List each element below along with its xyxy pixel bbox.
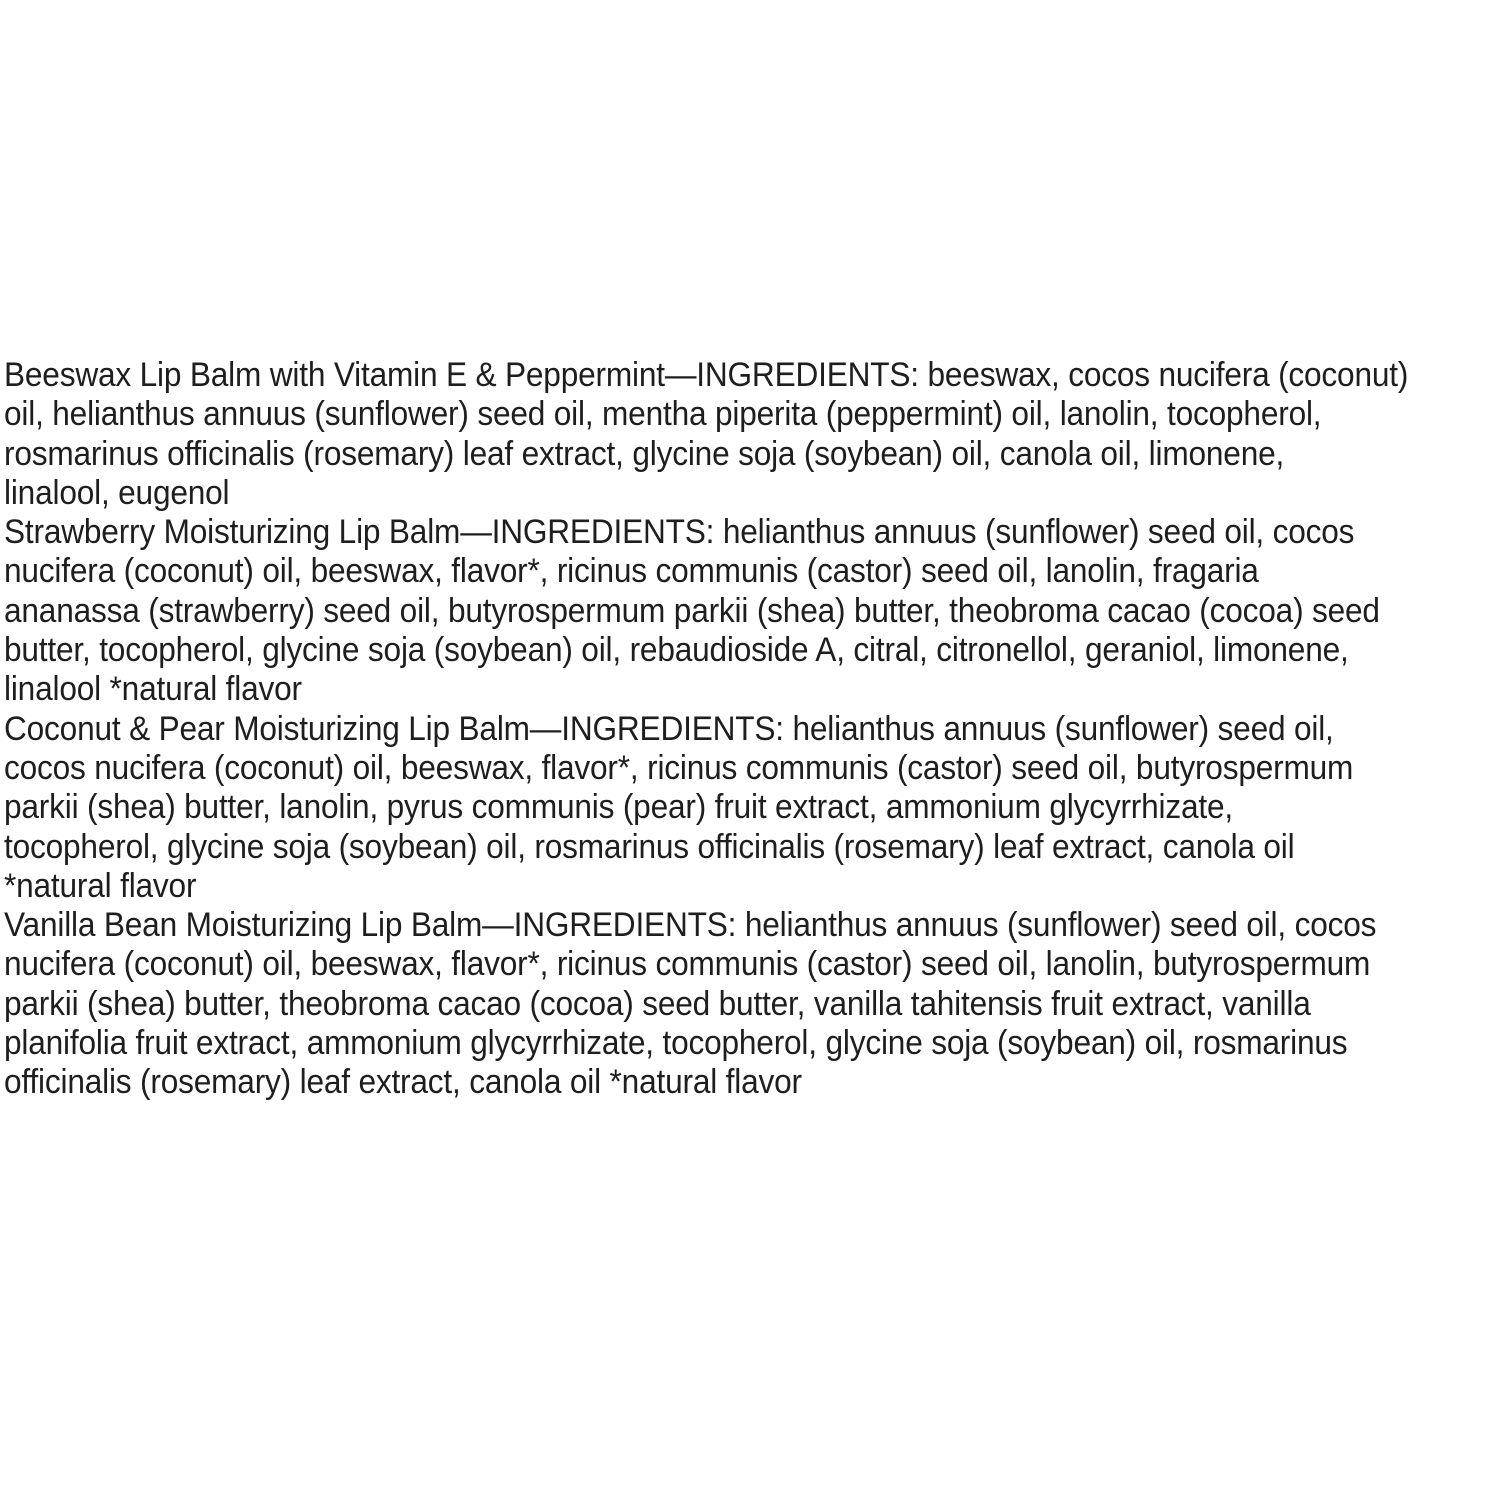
- ingredients-line: *natural flavor: [4, 866, 197, 905]
- ingredients-line: tocopherol, glycine soja (soybean) oil, rosmarinus officinalis (rosemary) leaf extract, canola oil: [4, 827, 1295, 866]
- ingredients-line: Strawberry Moisturizing Lip Balm—INGREDIENTS: helianthus annuus (sunflower) seed oil, cocos: [4, 513, 1355, 552]
- ingredients-line: officinalis (rosemary) leaf extract, canola oil *natural flavor: [4, 1063, 802, 1102]
- ingredients-line: nucifera (coconut) oil, beeswax, flavor*, ricinus communis (castor) seed oil, lanolin, fragaria: [4, 552, 1259, 591]
- ingredients-line: nucifera (coconut) oil, beeswax, flavor*, ricinus communis (castor) seed oil, lanolin, butyrospermum: [4, 945, 1371, 984]
- ingredients-paragraph-coconut-pear: [4, 710, 1455, 906]
- ingredients-line: ananassa (strawberry) seed oil, butyrospermum parkii (shea) butter, theobroma cacao (cocoa) seed: [4, 591, 1380, 630]
- ingredients-line: planifolia fruit extract, ammonium glycyrrhizate, tocopherol, glycine soja (soybean) oil, rosmarinus: [4, 1024, 1348, 1063]
- ingredients-paragraph-beeswax-peppermint: [4, 356, 1455, 513]
- ingredients-line: Vanilla Bean Moisturizing Lip Balm—INGREDIENTS: helianthus annuus (sunflower) seed oil, cocos: [4, 906, 1377, 945]
- ingredients-line: cocos nucifera (coconut) oil, beeswax, flavor*, ricinus communis (castor) seed oil, butyrospermum: [4, 748, 1354, 787]
- ingredients-line: rosmarinus officinalis (rosemary) leaf extract, glycine soja (soybean) oil, canola oil, limonene,: [4, 434, 1285, 473]
- ingredients-line: linalool *natural flavor: [4, 670, 302, 709]
- ingredients-line: Coconut & Pear Moisturizing Lip Balm—INGREDIENTS: helianthus annuus (sunflower) seed oil,: [4, 709, 1334, 748]
- ingredients-line: parkii (shea) butter, theobroma cacao (cocoa) seed butter, vanilla tahitensis fruit extract, vanilla: [4, 984, 1311, 1023]
- ingredients-paragraph-strawberry: [4, 513, 1455, 709]
- ingredients-paragraph-vanilla-bean: [4, 906, 1455, 1102]
- ingredients-label-text: [4, 356, 1455, 1103]
- ingredients-line: butter, tocopherol, glycine soja (soybean) oil, rebaudioside A, citral, citronellol, geraniol, limonene,: [4, 631, 1349, 670]
- ingredients-line: oil, helianthus annuus (sunflower) seed oil, mentha piperita (peppermint) oil, lanolin, tocopherol,: [4, 395, 1322, 434]
- ingredients-line: linalool, eugenol: [4, 473, 230, 512]
- ingredients-line: parkii (shea) butter, lanolin, pyrus communis (pear) fruit extract, ammonium glycyrrhizate,: [4, 788, 1233, 827]
- ingredients-line: Beeswax Lip Balm with Vitamin E & Peppermint—INGREDIENTS: beeswax, cocos nucifera (coconut): [4, 356, 1409, 394]
